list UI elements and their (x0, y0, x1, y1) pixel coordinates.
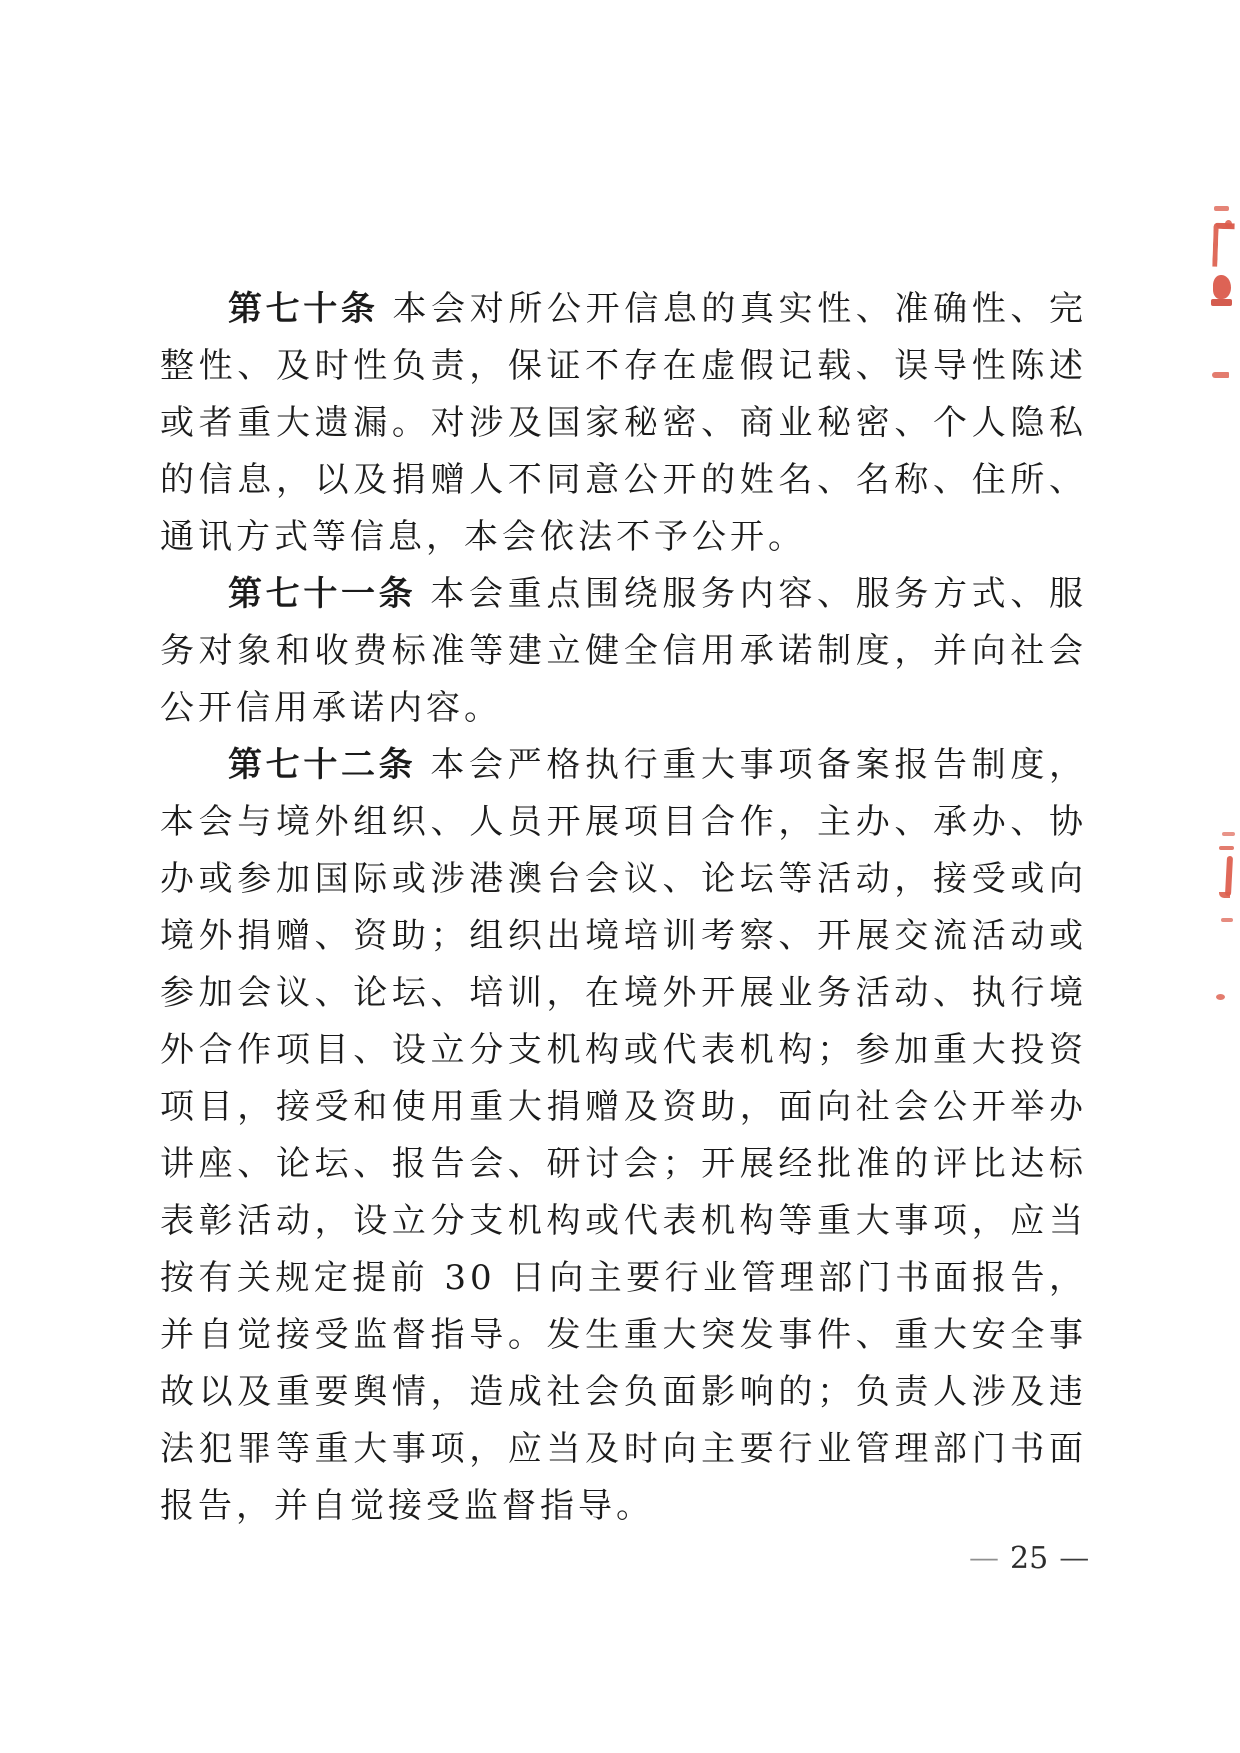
red-seal-fragment-icon (1216, 994, 1225, 1000)
red-seal-fragment-icon (1211, 299, 1232, 306)
red-seal-fragment-icon (1222, 832, 1235, 836)
red-seal-fragment-icon (1225, 856, 1233, 896)
red-seal-fragment-icon (1219, 892, 1230, 898)
red-seal-fragment-icon (1219, 846, 1234, 850)
red-seal-fragment-icon (1212, 372, 1229, 378)
article-71-number: 第七十一条 (228, 574, 417, 614)
red-seal-fragment-icon (1214, 206, 1229, 211)
article-70-number: 第七十条 (228, 289, 379, 329)
article-70-paragraph (160, 281, 1087, 566)
page-number-dash-right: — (1059, 1542, 1090, 1575)
article-71-text: 本会重点围绕服务内容、服务方式、服务对象和收费标准等建立健全信用承诺制度，并向社会公开信用承诺内容。 (160, 574, 1088, 728)
red-seal-fragment-icon (1225, 220, 1232, 228)
red-seal-fragment-icon (1213, 275, 1231, 299)
article-70-text: 本会对所公开信息的真实性、准确性、完整性、及时性负责，保证不存在虚假记载、误导性陈述或者重大遗漏。对涉及国家秘密、商业秘密、个人隐私的信息，以及捐赠人不同意公开的姓名、名称、住所、通讯方式等信息，本会依法不予公开。 (160, 289, 1088, 557)
page-number-value: 25 (1010, 1541, 1049, 1576)
article-72-text: 本会严格执行重大事项备案报告制度，本会与境外组织、人员开展项目合作，主办、承办、协办或参加国际或涉港澳台会议、论坛等活动，接受或向境外捐赠、资助；组织出境培训考察、开展交流活动或参加会议、论坛、培训，在境外开展业务活动、执行境外合作项目、设立分支机构或代表机构；参加重大投资项目，接受和使用重大捐赠及资助，面向社会公开举办讲座、论坛、报告会、研讨会；开展经批准的评比达标表彰活动，设立分支机构或代表机构等重大事项，应当按有关规定提前 30 日向主要行业管理部门书面报告，并自觉接受监督指导。发生重大突发事件、重大安全事故以及重要舆情，造成社会负面影响的；负责人涉及违法犯罪等重大事项，应当及时向主要行业管理部门书面报告，并自觉接受监督指导。 (160, 745, 1088, 1526)
page-number (969, 1541, 1089, 1576)
article-72-number: 第七十二条 (228, 745, 417, 785)
document-body (160, 281, 1087, 1535)
article-71-paragraph (160, 566, 1087, 737)
page-number-dash-left: — (969, 1542, 999, 1575)
red-seal-fragment-icon (1212, 223, 1235, 268)
article-72-paragraph (160, 737, 1087, 1535)
red-seal-fragment-icon (1221, 918, 1233, 922)
